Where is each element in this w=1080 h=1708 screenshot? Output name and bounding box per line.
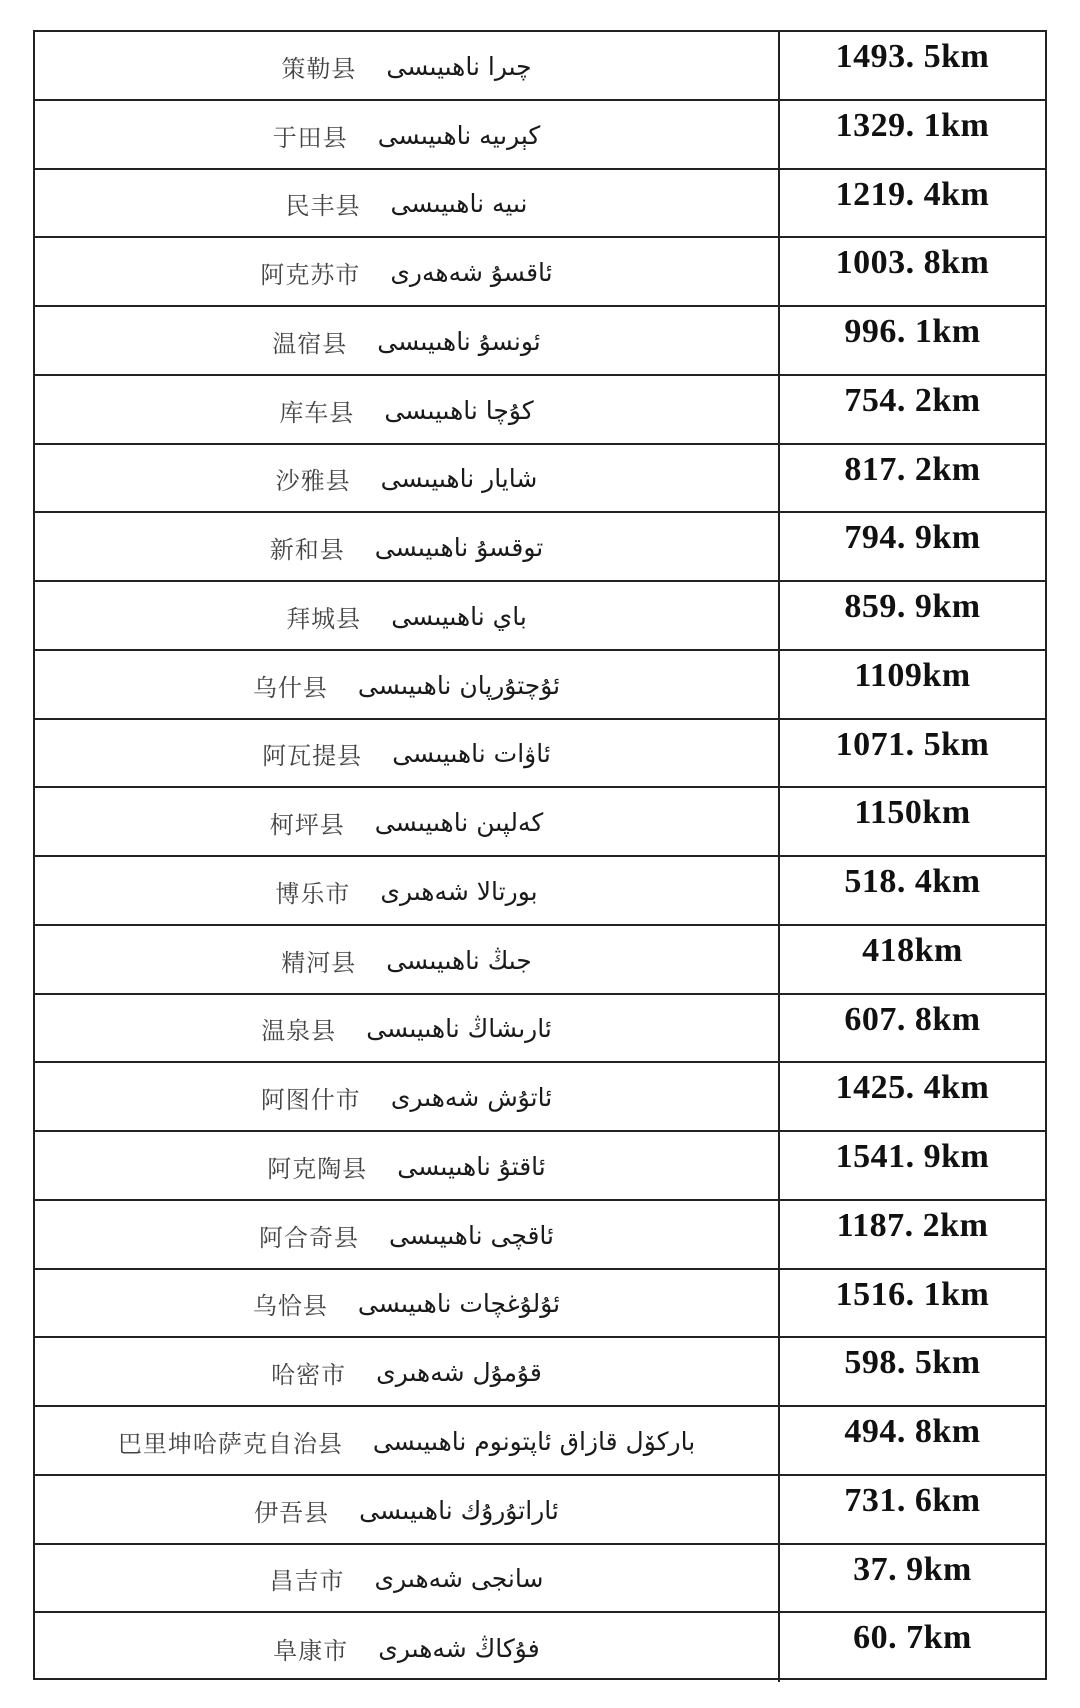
table-row bbox=[35, 32, 1045, 101]
place-name-cell bbox=[35, 445, 780, 512]
distance-cell bbox=[780, 1338, 1045, 1405]
uyghur-name: كەلپىن ناھىيىسى bbox=[374, 808, 544, 838]
chinese-name: 策勒县 bbox=[281, 54, 357, 83]
distance-cell bbox=[780, 1132, 1045, 1199]
table-row bbox=[35, 1545, 1045, 1614]
chinese-name: 阿克苏市 bbox=[260, 261, 361, 290]
distance-cell bbox=[780, 582, 1045, 649]
uyghur-name: شايار ناھىيىسى bbox=[380, 464, 538, 494]
distance-value: 598. 5km bbox=[844, 1344, 981, 1382]
uyghur-name: توقسۇ ناھىيىسى bbox=[374, 533, 544, 563]
uyghur-name: ئاقچى ناھىيىسى bbox=[389, 1220, 554, 1250]
chinese-name: 乌什县 bbox=[252, 673, 328, 702]
chinese-name: 阜康市 bbox=[273, 1637, 349, 1666]
chinese-name: 拜城县 bbox=[286, 604, 362, 633]
table-row bbox=[35, 995, 1045, 1064]
place-name-cell bbox=[35, 1338, 780, 1405]
distance-cell bbox=[780, 720, 1045, 787]
chinese-name: 于田县 bbox=[272, 123, 348, 152]
distance-value: 1109km bbox=[854, 656, 971, 694]
distance-cell bbox=[780, 995, 1045, 1062]
uyghur-name: نىيە ناھىيىسى bbox=[390, 189, 528, 219]
chinese-name: 柯坪县 bbox=[269, 811, 345, 840]
chinese-name: 伊吾县 bbox=[254, 1498, 330, 1527]
distance-cell bbox=[780, 445, 1045, 512]
uyghur-name: كېرىيە ناھىيىسى bbox=[377, 120, 541, 150]
place-name-cell bbox=[35, 1407, 780, 1474]
uyghur-name: ئونسۇ ناھىيىسى bbox=[377, 326, 541, 356]
place-name-cell bbox=[35, 995, 780, 1062]
distance-cell bbox=[780, 376, 1045, 443]
table-row bbox=[35, 1407, 1045, 1476]
distance-cell bbox=[780, 926, 1045, 993]
distance-cell bbox=[780, 1613, 1045, 1682]
uyghur-name: چىرا ناھىيىسى bbox=[386, 51, 532, 81]
uyghur-name: ئاتۇش شەھىرى bbox=[390, 1083, 553, 1113]
table-row bbox=[35, 101, 1045, 170]
place-name-cell bbox=[35, 651, 780, 718]
distance-value: 1329. 1km bbox=[835, 106, 990, 144]
distance-cell bbox=[780, 1545, 1045, 1612]
place-name-cell bbox=[35, 238, 780, 305]
distance-cell bbox=[780, 1270, 1045, 1337]
table-row bbox=[35, 582, 1045, 651]
place-name-cell bbox=[35, 857, 780, 924]
uyghur-name: ئارىشاڭ ناھىيىسى bbox=[366, 1014, 552, 1044]
distance-value: 859. 9km bbox=[844, 588, 981, 625]
distance-value: 60. 7km bbox=[853, 1619, 972, 1657]
distance-value: 996. 1km bbox=[844, 313, 981, 350]
chinese-name: 昌吉市 bbox=[269, 1567, 345, 1596]
distance-value: 1516. 1km bbox=[835, 1275, 990, 1313]
chinese-name: 阿合奇县 bbox=[259, 1223, 359, 1252]
distance-value: 817. 2km bbox=[844, 450, 981, 488]
place-name-cell bbox=[35, 307, 780, 374]
distance-cell bbox=[780, 1407, 1045, 1474]
distance-cell bbox=[780, 788, 1045, 855]
chinese-name: 博乐市 bbox=[275, 879, 351, 908]
uyghur-name: ئۇلۇغچات ناھىيىسى bbox=[357, 1289, 561, 1319]
place-name-cell bbox=[35, 1132, 780, 1199]
chinese-name: 沙雅县 bbox=[275, 467, 351, 496]
chinese-name: 哈密市 bbox=[271, 1361, 347, 1390]
distance-value: 518. 4km bbox=[844, 863, 981, 900]
place-name-cell bbox=[35, 1476, 780, 1543]
distance-cell bbox=[780, 651, 1045, 718]
chinese-name: 新和县 bbox=[269, 536, 345, 565]
table-row bbox=[35, 926, 1045, 995]
table-row bbox=[35, 1201, 1045, 1270]
uyghur-name: ئاقسۇ شەھەرى bbox=[390, 258, 553, 288]
table-row bbox=[35, 1132, 1045, 1201]
table-row bbox=[35, 720, 1045, 789]
distance-table bbox=[33, 30, 1047, 1680]
place-name-cell bbox=[35, 788, 780, 855]
chinese-name: 阿克陶县 bbox=[267, 1154, 368, 1183]
uyghur-name: ئاراتۇرۇك ناھىيىسى bbox=[359, 1495, 559, 1525]
table-row bbox=[35, 170, 1045, 239]
table-row bbox=[35, 651, 1045, 720]
uyghur-name: جىڭ ناھىيىسى bbox=[386, 945, 532, 975]
distance-cell bbox=[780, 307, 1045, 374]
place-name-cell bbox=[35, 170, 780, 237]
distance-cell bbox=[780, 170, 1045, 237]
distance-cell bbox=[780, 1063, 1045, 1130]
place-name-cell bbox=[35, 1545, 780, 1612]
distance-value: 1150km bbox=[854, 794, 971, 832]
place-name-cell bbox=[35, 1063, 780, 1130]
table-row bbox=[35, 857, 1045, 926]
distance-cell bbox=[780, 857, 1045, 924]
place-name-cell bbox=[35, 513, 780, 580]
place-name-cell bbox=[35, 720, 780, 787]
uyghur-name: باي ناھىيىسى bbox=[391, 601, 527, 631]
chinese-name: 库车县 bbox=[279, 398, 355, 427]
table-row bbox=[35, 788, 1045, 857]
uyghur-name: باركۆل قازاق ئاپتونوم ناھىيىسى bbox=[372, 1426, 696, 1456]
place-name-cell bbox=[35, 101, 780, 168]
uyghur-name: بورتالا شەھىرى bbox=[380, 876, 538, 906]
place-name-cell bbox=[35, 1201, 780, 1268]
distance-value: 418km bbox=[862, 931, 963, 969]
table-row bbox=[35, 445, 1045, 514]
chinese-name: 乌恰县 bbox=[252, 1292, 328, 1321]
uyghur-name: ئاۋات ناھىيىسى bbox=[392, 739, 551, 769]
uyghur-name: فۇكاڭ شەھىرى bbox=[378, 1634, 540, 1664]
distance-cell bbox=[780, 1476, 1045, 1543]
distance-value: 754. 2km bbox=[844, 381, 981, 419]
place-name-cell bbox=[35, 926, 780, 993]
distance-value: 37. 9km bbox=[853, 1550, 972, 1588]
table-row bbox=[35, 307, 1045, 376]
table-row bbox=[35, 376, 1045, 445]
place-name-cell bbox=[35, 376, 780, 443]
chinese-name: 温宿县 bbox=[272, 329, 348, 358]
table-row bbox=[35, 1613, 1045, 1682]
distance-value: 794. 9km bbox=[844, 519, 981, 557]
table-row bbox=[35, 513, 1045, 582]
table-row bbox=[35, 1270, 1045, 1339]
chinese-name: 阿图什市 bbox=[260, 1086, 361, 1115]
distance-cell bbox=[780, 238, 1045, 305]
chinese-name: 温泉县 bbox=[261, 1017, 337, 1046]
distance-cell bbox=[780, 32, 1045, 99]
distance-cell bbox=[780, 1201, 1045, 1268]
distance-value: 1071. 5km bbox=[835, 725, 990, 763]
place-name-cell bbox=[35, 1613, 780, 1682]
distance-value: 1219. 4km bbox=[835, 175, 990, 213]
distance-value: 607. 8km bbox=[844, 1000, 981, 1038]
table-row bbox=[35, 1476, 1045, 1545]
distance-value: 1187. 2km bbox=[836, 1206, 989, 1244]
distance-value: 1425. 4km bbox=[835, 1069, 990, 1107]
distance-cell bbox=[780, 513, 1045, 580]
uyghur-name: ئاقتۇ ناھىيىسى bbox=[397, 1151, 546, 1181]
place-name-cell bbox=[35, 1270, 780, 1337]
chinese-name: 民丰县 bbox=[285, 192, 361, 221]
table-row bbox=[35, 1338, 1045, 1407]
uyghur-name: كۇچا ناھىيىسى bbox=[384, 395, 534, 425]
uyghur-name: ئۇچتۇرپان ناھىيىسى bbox=[357, 670, 561, 700]
uyghur-name: سانجى شەھىرى bbox=[374, 1564, 544, 1594]
distance-cell bbox=[780, 101, 1045, 168]
uyghur-name: قۇمۇل شەھىرى bbox=[376, 1358, 542, 1388]
place-name-cell bbox=[35, 582, 780, 649]
chinese-name: 精河县 bbox=[281, 948, 357, 977]
distance-value: 1493. 5km bbox=[835, 38, 990, 75]
place-name-cell bbox=[35, 32, 780, 99]
distance-value: 731. 6km bbox=[844, 1481, 981, 1519]
distance-value: 1003. 8km bbox=[835, 244, 990, 282]
distance-value: 1541. 9km bbox=[835, 1138, 990, 1175]
chinese-name: 阿瓦提县 bbox=[262, 742, 363, 771]
chinese-name: 巴里坤哈萨克自治县 bbox=[117, 1429, 343, 1458]
distance-value: 494. 8km bbox=[844, 1413, 981, 1450]
table-row bbox=[35, 1063, 1045, 1132]
table-row bbox=[35, 238, 1045, 307]
